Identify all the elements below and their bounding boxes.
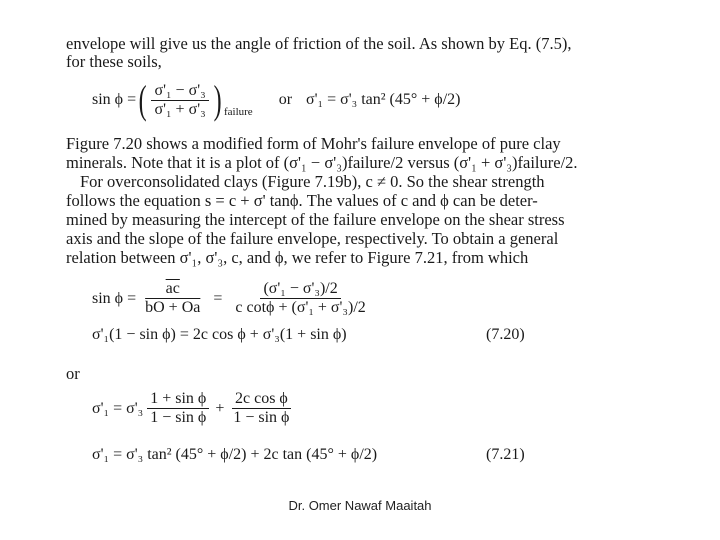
eq4-fraction-2 — [230, 390, 292, 427]
equation-sin-phi — [92, 77, 461, 122]
eq2-denominator-2: c cotϕ + (σ'₁ + σ'₃)/2 — [235, 299, 366, 316]
equation-sin-phi-geometry — [92, 280, 371, 317]
eq1-fraction — [151, 82, 208, 119]
eq4-fraction-1 — [147, 390, 209, 427]
eq2-denominator-1: bO + Oa — [145, 299, 201, 316]
eq1-denominator: σ'₁ + σ'₃ — [154, 100, 206, 118]
equation-7-20: σ'₁(1 − sin ϕ) = 2c cos ϕ + σ'₃(1 + sin ϕ) — [92, 326, 347, 343]
equation-number: (7.21) — [486, 446, 525, 463]
eq1-lhs: sin ϕ = — [92, 91, 137, 108]
eq1-or: or — [278, 91, 293, 108]
paren-left: ( — [138, 77, 147, 122]
eq2-fraction-2 — [232, 280, 368, 317]
eq2-fraction-1 — [142, 280, 203, 317]
eq2-numerator-1: $\overline{ac}$ — [163, 280, 183, 299]
paragraph-line: Figure 7.20 shows a modified form of Mohr's failure envelope of pure clay — [66, 134, 561, 153]
paren-right: ) — [213, 77, 222, 122]
paragraph-line: for these soils, — [66, 52, 162, 71]
eq1-subscript: failure — [223, 106, 253, 118]
eq4-denominator-2: 1 − sin ϕ — [233, 409, 290, 426]
plus-sign: + — [215, 399, 225, 417]
paragraph-line: axis and the slope of the failure envelope, respectively. To obtain a general — [66, 229, 559, 248]
paragraph-line: relation between σ'₁, σ'₃, c, and ϕ, we refer to Figure 7.21, from which — [66, 248, 529, 267]
paragraph-line: or — [66, 364, 80, 383]
eq2-lhs: sin ϕ = — [92, 289, 137, 307]
eq1-numerator: σ'₁ − σ'₃ — [151, 82, 208, 101]
equation-sigma1 — [92, 390, 294, 427]
footer-author: Dr. Omer Nawaf Maaitah — [288, 498, 432, 513]
equation-number: (7.20) — [486, 326, 525, 343]
equation-7-21: σ'₁ = σ'₃ tan² (45° + ϕ/2) + 2c tan (45° + ϕ/2) — [92, 446, 378, 463]
eq4-numerator-2: 2c cos ϕ — [232, 390, 291, 409]
paragraph-line: follows the equation s = c + σ' tanϕ. The values of c and ϕ can be deter- — [66, 191, 538, 210]
paragraph-line: mined by measuring the intercept of the failure envelope on the shear stress — [66, 210, 565, 229]
paragraph-line: envelope will give us the angle of friction of the soil. As shown by Eq. (7.5), — [66, 34, 572, 53]
eq1-rhs: σ'₁ = σ'₃ tan² (45° + ϕ/2) — [306, 91, 461, 108]
eq4-lhs: σ'₁ = σ'₃ — [92, 399, 144, 417]
eq4-denominator-1: 1 − sin ϕ — [150, 409, 207, 426]
equals-sign: = — [213, 289, 223, 307]
paragraph-line: minerals. Note that it is a plot of (σ'₁ − σ'₃)failure/2 versus (σ'₁ + σ'₃)failure/2. — [66, 153, 578, 172]
paragraph-line: For overconsolidated clays (Figure 7.19b), c ≠ 0. So the shear strength — [80, 172, 545, 191]
eq2-numerator-2: (σ'₁ − σ'₃)/2 — [260, 280, 340, 299]
eq4-numerator-1: 1 + sin ϕ — [147, 390, 209, 409]
